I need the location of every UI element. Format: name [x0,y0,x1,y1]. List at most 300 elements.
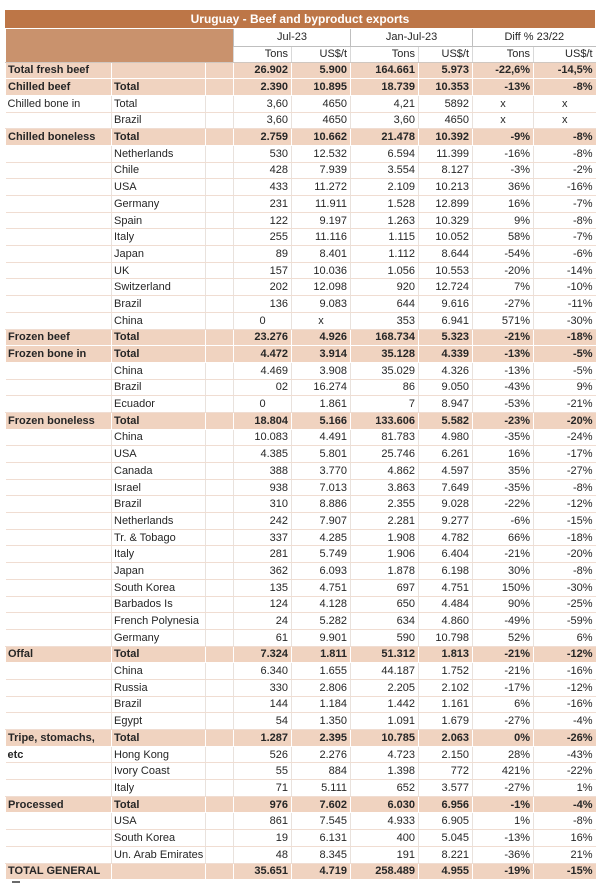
cell-value: 35.651 [234,863,292,880]
cell-value: 5.749 [292,546,351,563]
cell-spacer [206,696,234,713]
cell-value: 9.901 [292,629,351,646]
cell-value: 9.083 [292,296,351,313]
cell-category [6,613,112,630]
cell-value: -22% [473,496,534,513]
cell-value: 1.287 [234,730,292,747]
cell-value: -27% [534,463,596,480]
cell-subcategory: Japan [112,246,206,263]
table-row [6,212,596,229]
cell-value: 7.013 [292,479,351,496]
cell-value: 2.063 [419,730,473,747]
cell-value: -13% [473,830,534,847]
cell-subcategory: Brazil [112,496,206,513]
table-row [6,763,596,780]
cell-value: 697 [351,579,419,596]
cell-value: 10.052 [419,229,473,246]
cell-value: 2.395 [292,730,351,747]
cell-value: 10.553 [419,262,473,279]
cell-value: 136 [234,296,292,313]
cell-value: 5.973 [419,62,473,79]
cell-spacer [206,813,234,830]
cell-value: 2.390 [234,79,292,96]
cell-value: -8% [534,145,596,162]
cell-category: Tripe, stomachs, [6,730,112,747]
cell-value: 86 [351,379,419,396]
cell-value: -26% [534,730,596,747]
cell-category [6,229,112,246]
cell-spacer [206,196,234,213]
cell-subcategory: Total [112,796,206,813]
subheader-usdt-janjul: US$/t [419,46,473,62]
subheader-tons-jul: Tons [234,46,292,62]
table-row [6,95,596,112]
cell-spacer [206,863,234,880]
cell-value: 530 [234,145,292,162]
cell-value: 1.528 [351,196,419,213]
cell-value: 8.947 [419,396,473,413]
cell-value: -23% [473,412,534,429]
cell-subcategory: Spain [112,212,206,229]
cell-value: -8% [534,813,596,830]
cell-value: 9% [473,212,534,229]
cell-value: 2.205 [351,679,419,696]
table-row [6,846,596,863]
cell-value: 1.679 [419,713,473,730]
cell-value: 16.274 [292,379,351,396]
cell-value: 5.801 [292,446,351,463]
column-group-janjul23: Jan-Jul-23 [351,29,473,46]
cell-value: -54% [473,246,534,263]
cell-category [6,429,112,446]
cell-value: -8% [534,212,596,229]
cell-value: -16% [473,145,534,162]
table-row [6,112,596,129]
cell-value: -49% [473,613,534,630]
table-row [6,296,596,313]
cell-spacer [206,563,234,580]
cell-value: 644 [351,296,419,313]
cell-value: 55 [234,763,292,780]
cell-value: 8.644 [419,246,473,263]
cell-category [6,679,112,696]
cell-value: 4.719 [292,863,351,880]
cell-value: -13% [473,362,534,379]
cell-value: -6% [473,513,534,530]
cell-value: 4.469 [234,362,292,379]
cell-value: 1.184 [292,696,351,713]
cell-value: 310 [234,496,292,513]
cell-value: 144 [234,696,292,713]
cell-category [6,546,112,563]
cell-category: TOTAL GENERAL [6,863,112,880]
table-row [6,780,596,797]
cell-value: 7.939 [292,162,351,179]
cell-value: 24 [234,613,292,630]
cell-value: 21.478 [351,129,419,146]
cell-subcategory: Japan [112,563,206,580]
table-row [6,579,596,596]
cell-value: 2.276 [292,746,351,763]
cell-value: 1.263 [351,212,419,229]
cell-value: 0 [234,396,292,413]
cell-spacer [206,496,234,513]
cell-value: 2.759 [234,129,292,146]
cell-value: 10.083 [234,429,292,446]
table-row [6,830,596,847]
table-row [6,496,596,513]
cell-value: 10.895 [292,79,351,96]
table-row [6,479,596,496]
table-row [6,730,596,747]
cell-value: 9.277 [419,513,473,530]
cell-category: etc [6,746,112,763]
cell-value: 255 [234,229,292,246]
cell-value: 1.056 [351,262,419,279]
cell-value: -21% [473,546,534,563]
cell-subcategory: Un. Arab Emirates [112,846,206,863]
cell-subcategory: Egypt [112,713,206,730]
cell-value: -16% [534,696,596,713]
cell-category [6,362,112,379]
cell-spacer [206,679,234,696]
table-row [6,446,596,463]
cell-value: -7% [534,229,596,246]
cell-value: 4.751 [419,579,473,596]
cell-value: 135 [234,579,292,596]
cell-value: 258.489 [351,863,419,880]
cell-value: 4,21 [351,95,419,112]
cell-spacer [206,613,234,630]
cell-value: -16% [534,663,596,680]
cell-value: 428 [234,162,292,179]
cell-value: 652 [351,780,419,797]
cell-value: -30% [534,312,596,329]
table-row [6,262,596,279]
table-row [6,62,596,79]
cell-value: 861 [234,813,292,830]
cell-subcategory: Total [112,412,206,429]
cell-value: 4650 [419,112,473,129]
cell-category: Frozen boneless [6,412,112,429]
cell-value: 6.198 [419,563,473,580]
cell-subcategory: Hong Kong [112,746,206,763]
table-row [6,196,596,213]
cell-spacer [206,312,234,329]
cell-category [6,196,112,213]
cell-category [6,179,112,196]
cell-value: 5.045 [419,830,473,847]
cell-value: 6.941 [419,312,473,329]
cell-category: Chilled bone in [6,95,112,112]
cell-value: 433 [234,179,292,196]
cell-category [6,496,112,513]
cell-category [6,262,112,279]
table-row [6,346,596,363]
cell-value: 10.213 [419,179,473,196]
cell-spacer [206,446,234,463]
cell-spacer [206,579,234,596]
cell-subcategory: Barbados Is [112,596,206,613]
cell-value: 2.109 [351,179,419,196]
cell-value: -36% [473,846,534,863]
cell-value: -12% [534,679,596,696]
cell-category [6,145,112,162]
cell-value: 8.221 [419,846,473,863]
cell-value: 362 [234,563,292,580]
cell-subcategory: UK [112,262,206,279]
cell-value: 9.616 [419,296,473,313]
cell-subcategory: Brazil [112,296,206,313]
cell-category [6,246,112,263]
cell-spacer [206,596,234,613]
cell-value: -12% [534,496,596,513]
cell-subcategory: Russia [112,679,206,696]
cell-category [6,463,112,480]
cell-value: 6% [473,696,534,713]
cell-subcategory: Total [112,730,206,747]
cell-value: -4% [534,713,596,730]
table-row [6,679,596,696]
cell-subcategory: China [112,312,206,329]
cell-value: 4.326 [419,362,473,379]
cell-category [6,479,112,496]
cell-value: 1.752 [419,663,473,680]
table-row [6,529,596,546]
cell-value: 4.472 [234,346,292,363]
cell-value: -5% [534,346,596,363]
cell-spacer [206,412,234,429]
cell-category [6,112,112,129]
cell-subcategory: South Korea [112,830,206,847]
cell-value: 2.806 [292,679,351,696]
cell-value: -11% [534,296,596,313]
table-row [6,329,596,346]
cell-value: 421% [473,763,534,780]
cell-value: 388 [234,463,292,480]
cell-value: -15% [534,513,596,530]
cell-value: 281 [234,546,292,563]
cell-value: 4.751 [292,579,351,596]
cell-value: 16% [473,196,534,213]
cell-value: 7.324 [234,646,292,663]
cell-category [6,296,112,313]
data-table [5,29,596,880]
subheader-usdt-jul: US$/t [292,46,351,62]
cell-spacer [206,663,234,680]
cell-value: -18% [534,329,596,346]
cell-value: -18% [534,529,596,546]
cell-value: -6% [534,246,596,263]
cell-subcategory: French Polynesia [112,613,206,630]
cell-value: 7 [351,396,419,413]
cell-value: 48 [234,846,292,863]
cell-value: -16% [534,179,596,196]
cell-category: Total fresh beef [6,62,112,79]
cell-subcategory: Italy [112,229,206,246]
cell-category: Frozen beef [6,329,112,346]
cell-value: 122 [234,212,292,229]
cell-category [6,212,112,229]
cell-value: -14,5% [534,62,596,79]
cell-value: 1.906 [351,546,419,563]
cell-spacer [206,212,234,229]
cell-spacer [206,479,234,496]
cell-subcategory: Total [112,129,206,146]
cell-value: 18.804 [234,412,292,429]
cell-value: 10.662 [292,129,351,146]
cell-value: -8% [534,479,596,496]
cell-value: 7.649 [419,479,473,496]
table-row [6,513,596,530]
table-row [6,563,596,580]
cell-value: -17% [473,679,534,696]
cell-spacer [206,513,234,530]
cell-value: 5.111 [292,780,351,797]
table-row [6,162,596,179]
cell-value: 1.442 [351,696,419,713]
cell-value: -9% [473,129,534,146]
cell-value: 168.734 [351,329,419,346]
cell-subcategory: China [112,663,206,680]
cell-value: -22,6% [473,62,534,79]
cell-value: -1% [473,796,534,813]
cell-category [6,379,112,396]
cell-value: 36% [473,179,534,196]
cell-value: 18.739 [351,79,419,96]
cell-value: 54 [234,713,292,730]
cell-value: -35% [473,479,534,496]
cell-subcategory: Brazil [112,379,206,396]
cell-value: 976 [234,796,292,813]
cell-category: Frozen bone in [6,346,112,363]
cell-spacer [206,246,234,263]
cell-spacer [206,296,234,313]
cell-value: -14% [534,262,596,279]
cell-value: 12.098 [292,279,351,296]
cell-value: 1.112 [351,246,419,263]
table-row [6,613,596,630]
cell-value: 1.161 [419,696,473,713]
cell-value: 1.908 [351,529,419,546]
table-row [6,629,596,646]
cell-value: -19% [473,863,534,880]
cell-spacer [206,112,234,129]
cell-value: 4.484 [419,596,473,613]
stray-mark [12,881,20,883]
cell-value: -53% [473,396,534,413]
cell-category [6,446,112,463]
cell-value: 6.340 [234,663,292,680]
table-row [6,362,596,379]
cell-value: 10.329 [419,212,473,229]
cell-subcategory: Ecuador [112,396,206,413]
cell-value: 11.272 [292,179,351,196]
table-title: Uruguay - Beef and byproduct exports [5,10,595,28]
cell-category [6,396,112,413]
cell-value: 9.028 [419,496,473,513]
cell-value: 6.956 [419,796,473,813]
cell-value: 7.602 [292,796,351,813]
cell-category [6,713,112,730]
cell-value: 1% [473,813,534,830]
cell-value: 6.030 [351,796,419,813]
cell-value: 16% [473,446,534,463]
table-row [6,696,596,713]
cell-value: 4650 [292,95,351,112]
cell-value: 1.861 [292,396,351,413]
cell-value: 5.323 [419,329,473,346]
table-row [6,79,596,96]
cell-value: 8.127 [419,162,473,179]
cell-value: 124 [234,596,292,613]
cell-category [6,579,112,596]
cell-value: 11.399 [419,145,473,162]
cell-category [6,813,112,830]
cell-spacer [206,780,234,797]
cell-category [6,596,112,613]
cell-value: 3.770 [292,463,351,480]
table-row [6,312,596,329]
cell-value: 1.398 [351,763,419,780]
cell-value: 4.926 [292,329,351,346]
cell-value: 400 [351,830,419,847]
cell-value: -12% [534,646,596,663]
cell-value: -4% [534,796,596,813]
cell-value: 1% [534,780,596,797]
cell-spacer [206,746,234,763]
cell-value: 353 [351,312,419,329]
cell-value: 21% [534,846,596,863]
cell-value: 4.339 [419,346,473,363]
cell-value: 7.545 [292,813,351,830]
cell-value: 4.860 [419,613,473,630]
cell-value: 6.404 [419,546,473,563]
cell-spacer [206,846,234,863]
table-row [6,379,596,396]
cell-value: 35.029 [351,362,419,379]
cell-spacer [206,362,234,379]
cell-category [6,162,112,179]
cell-value: 26.902 [234,62,292,79]
cell-value: -2% [534,162,596,179]
cell-value: 4.385 [234,446,292,463]
table-row [6,279,596,296]
cell-value: 35% [473,463,534,480]
cell-value: 23.276 [234,329,292,346]
cell-spacer [206,830,234,847]
table-row [6,179,596,196]
cell-value: 28% [473,746,534,763]
cell-value: 71 [234,780,292,797]
cell-value: 1.115 [351,229,419,246]
cell-value: 4.723 [351,746,419,763]
cell-value: -13% [473,346,534,363]
cell-value: 5.582 [419,412,473,429]
cell-value: 6% [534,629,596,646]
cell-value: -8% [534,79,596,96]
cell-value: 191 [351,846,419,863]
cell-value: 772 [419,763,473,780]
cell-category [6,563,112,580]
cell-value: -35% [473,429,534,446]
cell-value: 5.900 [292,62,351,79]
cell-value: 61 [234,629,292,646]
cell-category [6,696,112,713]
cell-subcategory [112,62,206,79]
table-row [6,246,596,263]
cell-category [6,629,112,646]
